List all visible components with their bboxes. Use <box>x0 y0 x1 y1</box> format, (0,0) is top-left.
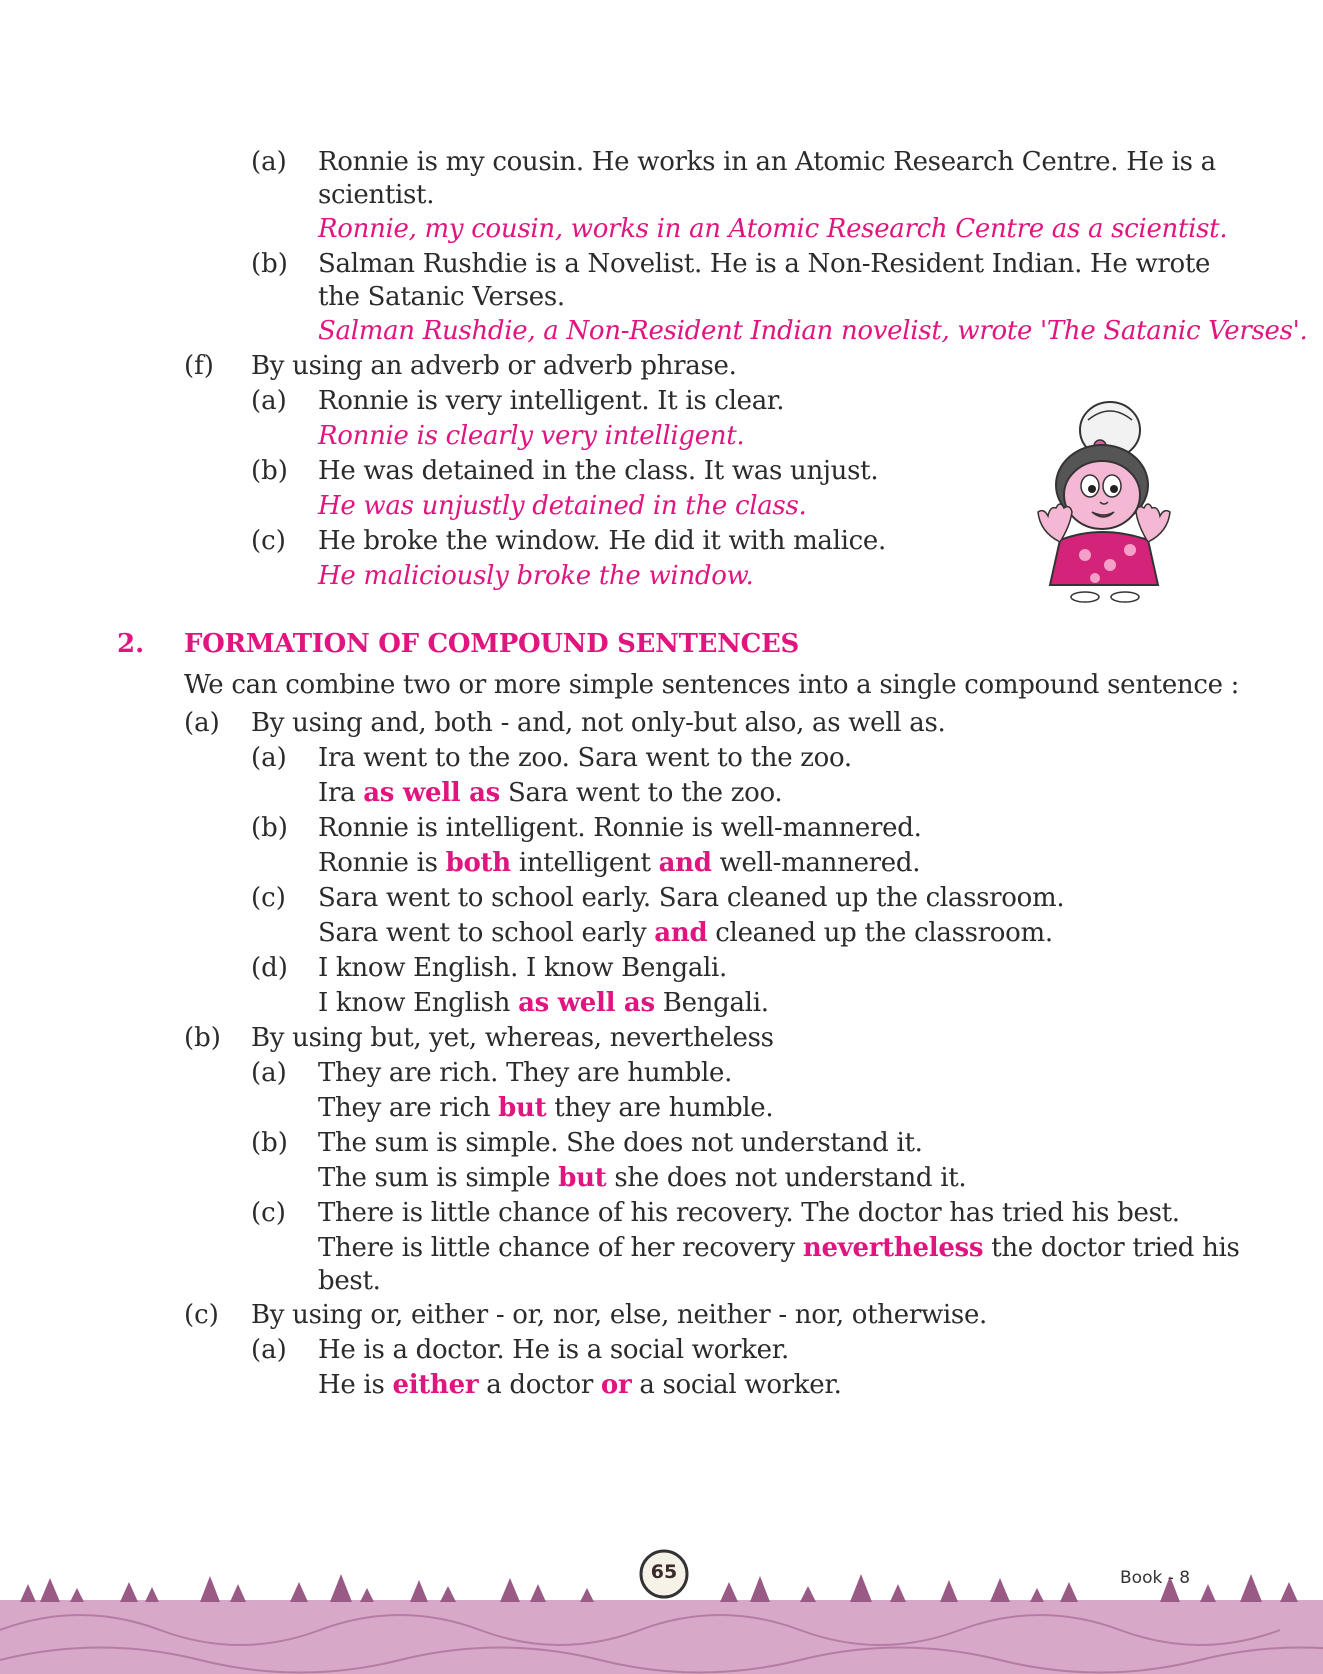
answer-line: Ronnie, my cousin, works in an Atomic Research Centre as a scientist. <box>318 214 1228 244</box>
question-line: There is little chance of his recovery. The doctor has tried his best. <box>318 1198 1180 1228</box>
section-title: By using an adverb or adverb phrase. <box>251 351 737 381</box>
answer-line: They are rich but they are humble. <box>318 1093 774 1123</box>
section-number: 2. <box>117 629 145 659</box>
conjunction-highlight: but <box>498 1093 547 1123</box>
question-line: Sara went to school early. Sara cleaned up the classroom. <box>318 883 1065 913</box>
answer-line: Salman Rushdie, a Non-Resident Indian novelist, wrote 'The Satanic Verses'. <box>318 316 1308 346</box>
item-label: (b) <box>251 456 288 486</box>
item-label: (c) <box>251 1198 286 1228</box>
answer-line: The sum is simple but she does not understand it. <box>318 1163 967 1193</box>
question-line: scientist. <box>318 180 435 210</box>
item-label: (a) <box>251 743 287 773</box>
section-title: By using or, either - or, nor, else, neither - nor, otherwise. <box>251 1300 988 1330</box>
answer-line: He is either a doctor or a social worker. <box>318 1370 842 1400</box>
question-line: Ronnie is very intelligent. It is clear. <box>318 386 785 416</box>
section-label: (f) <box>184 351 214 381</box>
item-label: (b) <box>251 249 288 279</box>
answer-line: He maliciously broke the window. <box>318 561 754 591</box>
question-line: He broke the window. He did it with malice. <box>318 526 886 556</box>
conjunction-highlight: and <box>658 848 712 878</box>
question-line: I know English. I know Bengali. <box>318 953 728 983</box>
item-label: (a) <box>251 147 287 177</box>
question-line: Ira went to the zoo. Sara went to the zoo. <box>318 743 852 773</box>
conjunction-highlight: nevertheless <box>802 1233 984 1263</box>
answer-line: Ira as well as Sara went to the zoo. <box>318 778 783 808</box>
item-label: (d) <box>251 953 288 983</box>
question-line: He was detained in the class. It was unjust. <box>318 456 879 486</box>
section-title: By using but, yet, whereas, nevertheless <box>251 1023 774 1053</box>
question-line: They are rich. They are humble. <box>318 1058 733 1088</box>
book-label: Book - 8 <box>1120 1568 1191 1588</box>
item-label: (a) <box>251 1058 287 1088</box>
conjunction-highlight: as well as <box>518 988 655 1018</box>
conjunction-highlight: both <box>445 848 511 878</box>
question-line: Ronnie is my cousin. He works in an Atomic Research Centre. He is a <box>318 147 1216 177</box>
question-line: The sum is simple. She does not understand it. <box>318 1128 923 1158</box>
item-label: (b) <box>251 813 288 843</box>
conjunction-highlight: but <box>558 1163 607 1193</box>
item-label: (b) <box>251 1128 288 1158</box>
answer-line: Sara went to school early and cleaned up the classroom. <box>318 918 1053 948</box>
item-label: (c) <box>251 526 286 556</box>
section-label: (b) <box>184 1023 221 1053</box>
section-label: (c) <box>184 1300 219 1330</box>
answer-line: Ronnie is both intelligent and well-mannered. <box>318 848 921 878</box>
section-heading: FORMATION OF COMPOUND SENTENCES <box>184 629 800 659</box>
question-line: Salman Rushdie is a Novelist. He is a Non-Resident Indian. He wrote <box>318 249 1211 279</box>
section-title: By using and, both - and, not only-but also, as well as. <box>251 708 946 738</box>
answer-line: He was unjustly detained in the class. <box>318 491 807 521</box>
item-label: (a) <box>251 1335 287 1365</box>
section-label: (a) <box>184 708 220 738</box>
item-label: (a) <box>251 386 287 416</box>
item-label: (c) <box>251 883 286 913</box>
answer-line: Ronnie is clearly very intelligent. <box>318 421 745 451</box>
question-line: He is a doctor. He is a social worker. <box>318 1335 789 1365</box>
intro-text: We can combine two or more simple sentences into a single compound sentence : <box>184 670 1240 700</box>
conjunction-highlight: or <box>600 1370 632 1400</box>
answer-line: There is little chance of her recovery nevertheless the doctor tried his <box>318 1233 1240 1263</box>
question-line: the Satanic Verses. <box>318 282 565 312</box>
conjunction-highlight: and <box>654 918 708 948</box>
page-number: 65 <box>650 1561 678 1583</box>
conjunction-highlight: either <box>392 1370 479 1400</box>
cartoon-girl-illustration <box>1030 390 1190 610</box>
question-line: Ronnie is intelligent. Ronnie is well-mannered. <box>318 813 922 843</box>
answer-line: I know English as well as Bengali. <box>318 988 769 1018</box>
conjunction-highlight: as well as <box>363 778 501 808</box>
answer-line: best. <box>318 1266 381 1296</box>
